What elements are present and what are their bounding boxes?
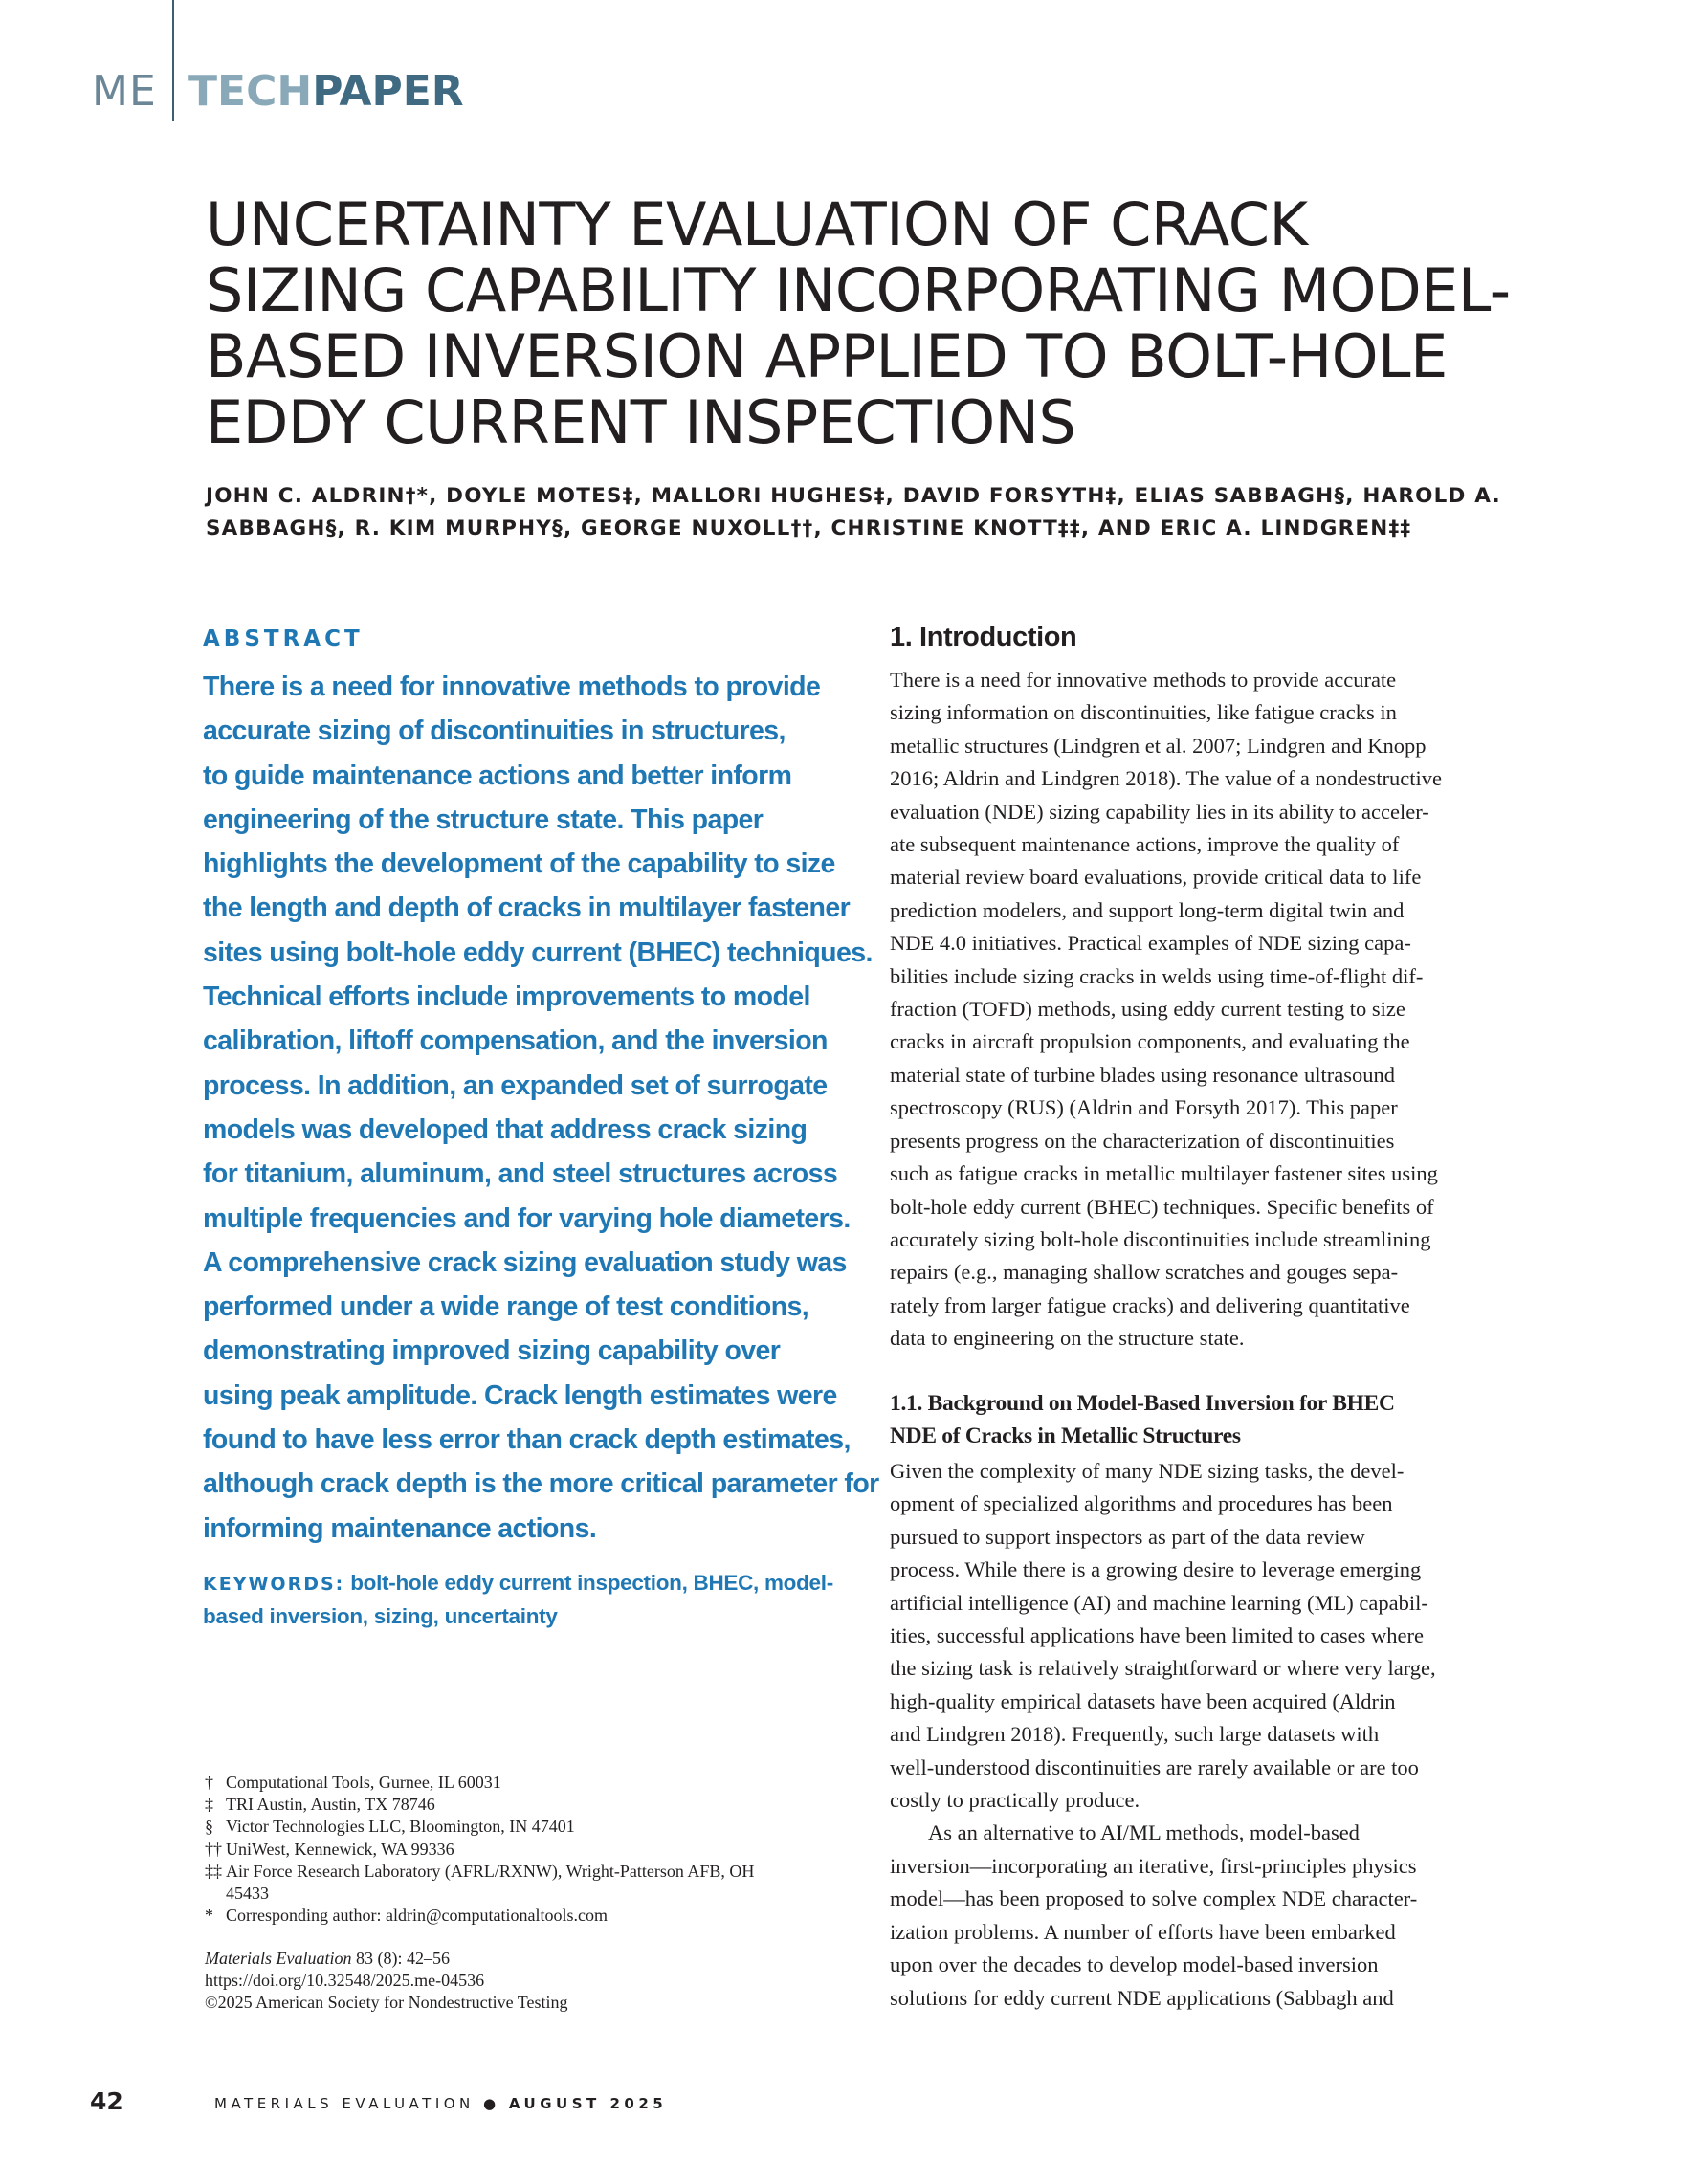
body-line: inversion—incorporating an iterative, first-principles physics: [890, 1853, 1417, 1878]
body-line: and Lindgren 2018). Frequently, such large datasets with: [890, 1722, 1380, 1747]
title-line: EDDY CURRENT INSPECTIONS: [206, 387, 1076, 457]
abstract-body: [203, 665, 879, 1551]
body-line: ization problems. A number of efforts have been embarked: [890, 1919, 1396, 1944]
abstract-line: the length and depth of cracks in multilayer fastener: [203, 893, 851, 924]
footnote: [205, 1794, 874, 1816]
abstract-line: performed under a wide range of test conditions,: [203, 1291, 809, 1323]
page-number: 42: [90, 2087, 123, 2115]
body-line: solutions for eddy current NDE applications (Sabbagh and: [890, 1985, 1394, 2010]
body-line: ate subsequent maintenance actions, improve the quality of: [890, 832, 1400, 857]
body-line: rately from larger fatigue cracks) and delivering quantitative: [890, 1292, 1410, 1317]
section-heading-introduction: 1. Introduction: [890, 622, 1077, 652]
keywords-line: based inversion, sizing, uncertainty: [203, 1604, 558, 1628]
body-line: prediction modelers, and support long-term digital twin and: [890, 897, 1405, 922]
body-line: material review board evaluations, provide critical data to life: [890, 865, 1422, 890]
footer-issue: AUGUST 2025: [508, 2095, 668, 2112]
citation-volume: 83 (8): 42–56: [351, 1949, 450, 1968]
body-line: such as fatigue cracks in metallic multilayer fastener sites using: [890, 1161, 1438, 1186]
footer-journal-name: MATERIALS EVALUATION: [214, 2095, 475, 2112]
abstract-line: found to have less error than crack depth estimates,: [203, 1424, 851, 1456]
body-line: process. While there is a growing desire to leverage emerging: [890, 1557, 1422, 1582]
abstract-line: to guide maintenance actions and better inform: [203, 760, 792, 791]
affiliation-footnotes: [205, 1772, 874, 1927]
abstract-line: multiple frequencies and for varying hole diameters.: [203, 1202, 851, 1234]
footnote: [205, 1905, 874, 1927]
abstract-line: sites using bolt-hole eddy current (BHEC) techniques.: [203, 937, 873, 968]
abstract-line: engineering of the structure state. This paper: [203, 804, 764, 835]
keywords-label: KEYWORDS:: [203, 1574, 345, 1595]
footnote-symbol: ‡: [205, 1795, 213, 1815]
abstract-line: process. In addition, an expanded set of surrogate: [203, 1070, 828, 1101]
keywords: [203, 1567, 853, 1632]
abstract-line: calibration, liftoff compensation, and the inversion: [203, 1026, 828, 1057]
body-line: artificial intelligence (AI) and machine learning (ML) capabil-: [890, 1590, 1428, 1615]
introduction-body: [890, 664, 1560, 1356]
header-section-label: ME: [92, 67, 157, 116]
header-brand-tech: TECH: [188, 67, 313, 116]
citation-line: [205, 1948, 874, 1970]
subsection-heading-background: [890, 1387, 1395, 1452]
article-title: [206, 191, 1603, 455]
body-line: material state of turbine blades using resonance ultrasound: [890, 1062, 1395, 1087]
abstract-line: accurate sizing of discontinuities in structures,: [203, 716, 786, 747]
citation-journal: Materials Evaluation: [205, 1949, 352, 1968]
footnote: [205, 1772, 874, 1794]
title-line: UNCERTAINTY EVALUATION OF CRACK: [206, 189, 1308, 259]
citation-copyright: ©2025 American Society for Nondestructive Testing: [205, 1993, 568, 2012]
footer-bullet: ●: [474, 2095, 509, 2112]
body-line: the sizing task is relatively straightforward or where very large,: [890, 1656, 1436, 1681]
body-line: high-quality empirical datasets have been acquired (Aldrin: [890, 1688, 1396, 1713]
title-line: BASED INVERSION APPLIED TO BOLT-HOLE: [206, 321, 1448, 391]
body-line: data to engineering on the structure state.: [890, 1326, 1245, 1351]
body-line: upon over the decades to develop model-based inversion: [890, 1952, 1379, 1977]
footnote: [205, 1816, 874, 1838]
keywords-text: bolt-hole eddy current inspection, BHEC, model-: [344, 1571, 833, 1595]
footnote-text: Air Force Research Laboratory (AFRL/RXNW), Wright-Patterson AFB, OH: [226, 1861, 755, 1881]
body-line: bilities include sizing cracks in welds using time-of-flight dif-: [890, 963, 1424, 988]
running-footer: [214, 2095, 667, 2112]
body-line: evaluation (NDE) sizing capability lies in its ability to acceler-: [890, 799, 1429, 824]
abstract-line: highlights the development of the capability to size: [203, 849, 835, 880]
body-line: well-understood discontinuities are rarely available or are too: [890, 1754, 1419, 1779]
footnote-symbol: *: [205, 1906, 213, 1926]
author-line: JOHN C. ALDRIN†*, DOYLE MOTES‡, MALLORI HUGHES‡, DAVID FORSYTH‡, ELIAS SABBAGH§, HAROLD A.: [206, 484, 1501, 508]
body-line: presents progress on the characterization of discontinuities: [890, 1128, 1395, 1153]
footnote-text: Victor Technologies LLC, Bloomington, IN 47401: [226, 1817, 575, 1837]
body-line: As an alternative to AI/ML methods, model-based: [928, 1820, 1360, 1845]
abstract-line: A comprehensive crack sizing evaluation study was: [203, 1246, 847, 1278]
footnote: [205, 1839, 874, 1861]
abstract-line: although crack depth is the more critical parameter for: [203, 1468, 879, 1500]
title-line: SIZING CAPABILITY INCORPORATING MODEL-: [206, 255, 1511, 325]
body-line: 2016; Aldrin and Lindgren 2018). The value of a nondestructive: [890, 766, 1442, 791]
subsection-heading-line: 1.1. Background on Model-Based Inversion for BHEC: [890, 1391, 1395, 1416]
abstract-line: Technical efforts include improvements to model: [203, 982, 810, 1013]
body-line: model—has been proposed to solve complex NDE character-: [890, 1886, 1418, 1911]
citation-block: [205, 1948, 874, 2014]
footnote-text: UniWest, Kennewick, WA 99336: [226, 1839, 454, 1859]
abstract-line: informing maintenance actions.: [203, 1512, 597, 1544]
body-line: repairs (e.g., managing shallow scratches and gouges sepa-: [890, 1260, 1399, 1285]
header-brand-paper: PAPER: [312, 67, 464, 116]
body-line: Given the complexity of many NDE sizing tasks, the devel-: [890, 1459, 1405, 1483]
header-divider: [172, 0, 174, 121]
abstract-line: for titanium, aluminum, and steel structures across: [203, 1158, 838, 1190]
body-line: There is a need for innovative methods to provide accurate: [890, 668, 1397, 692]
body-line: spectroscopy (RUS) (Aldrin and Forsyth 2017). This paper: [890, 1095, 1398, 1120]
footnote-continuation: 45433: [226, 1884, 269, 1904]
footnote-symbol: †: [205, 1773, 213, 1792]
body-line: accurately sizing bolt-hole discontinuities include streamlining: [890, 1226, 1431, 1251]
abstract-line: demonstrating improved sizing capability over: [203, 1335, 781, 1367]
body-line: sizing information on discontinuities, like fatigue cracks in: [890, 700, 1397, 725]
abstract-heading: ABSTRACT: [203, 627, 364, 651]
body-line: ities, successful applications have been limited to cases where: [890, 1623, 1424, 1648]
body-line: metallic structures (Lindgren et al. 2007; Lindgren and Knopp: [890, 733, 1427, 758]
background-body: [890, 1455, 1560, 2015]
body-line: fraction (TOFD) methods, using eddy current testing to size: [890, 997, 1405, 1022]
footnote-symbol: ††: [205, 1839, 222, 1859]
abstract-line: There is a need for innovative methods to provide: [203, 672, 821, 702]
subsection-heading-line: NDE of Cracks in Metallic Structures: [890, 1423, 1241, 1448]
header-brand: [188, 67, 464, 116]
footnote-text: TRI Austin, Austin, TX 78746: [226, 1795, 435, 1815]
footnote: [205, 1861, 874, 1883]
abstract-line: using peak amplitude. Crack length estimates were: [203, 1379, 837, 1411]
author-list: [206, 480, 1564, 545]
footnote-text: Computational Tools, Gurnee, IL 60031: [226, 1773, 501, 1792]
abstract-line: models was developed that address crack sizing: [203, 1114, 808, 1145]
body-line: opment of specialized algorithms and procedures has been: [890, 1491, 1393, 1516]
author-line: SABBAGH§, R. KIM MURPHY§, GEORGE NUXOLL††, CHRISTINE KNOTT‡‡, AND ERIC A. LINDGREN‡‡: [206, 517, 1412, 540]
body-line: costly to practically produce.: [890, 1788, 1140, 1813]
body-line: pursued to support inspectors as part of the data review: [890, 1524, 1365, 1549]
body-line: cracks in aircraft propulsion components, and evaluating the: [890, 1029, 1410, 1054]
body-line: bolt-hole eddy current (BHEC) techniques. Specific benefits of: [890, 1194, 1434, 1219]
keywords-line: [203, 1567, 853, 1600]
footnote-text: Corresponding author: aldrin@computationaltools.com: [226, 1906, 609, 1926]
body-line: NDE 4.0 initiatives. Practical examples of NDE sizing capa-: [890, 931, 1411, 956]
footnote-symbol: ‡‡: [205, 1861, 222, 1881]
footnote-symbol: §: [205, 1817, 213, 1837]
citation-doi: https://doi.org/10.32548/2025.me-04536: [205, 1971, 485, 1990]
